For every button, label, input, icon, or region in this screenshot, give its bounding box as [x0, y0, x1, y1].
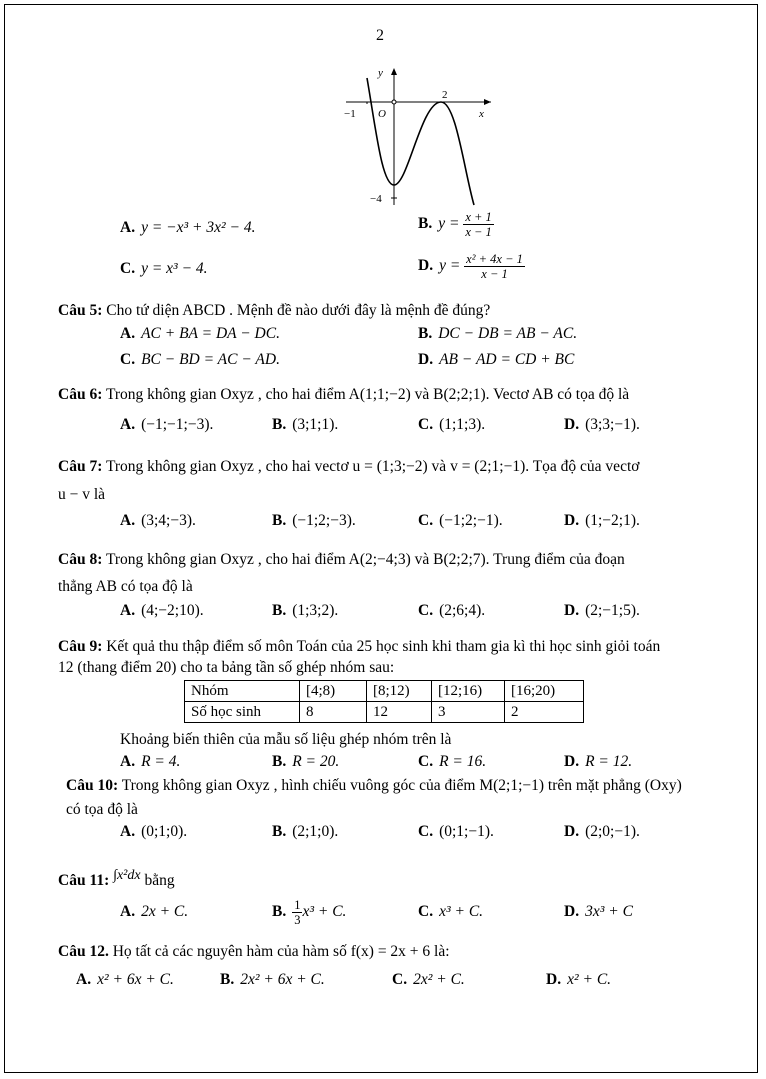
q8-option-d[interactable]: D. (2;−1;5).: [564, 602, 640, 619]
table-cell: [8;12): [367, 681, 432, 702]
graph-origin-label: O: [378, 108, 386, 120]
frequency-table: [184, 680, 584, 723]
graph-neg-four-label: −4: [370, 193, 382, 205]
q6-option-b[interactable]: B. (3;1;1).: [272, 416, 339, 433]
q9-option-b[interactable]: B. R = 20.: [272, 753, 340, 770]
q9-option-a[interactable]: A. R = 4.: [120, 753, 181, 770]
q12-stem: Câu 12. Họ tất cả các nguyên hàm của hàm số f(x) = 2x + 6 là:: [58, 943, 450, 960]
q8-option-c[interactable]: C. (2;6;4).: [418, 602, 486, 619]
table-cell: 2: [505, 702, 584, 723]
q9-stem-continued: 12 (thang điểm 20) cho ta bảng tần số ghép nhóm sau:: [58, 659, 395, 676]
q9-option-d[interactable]: D. R = 12.: [564, 753, 633, 770]
graph-y-label: y: [378, 67, 383, 79]
q4-option-b[interactable]: B. y = $\frac{x + 1}{x - 1}$: [418, 210, 492, 239]
table-header-row: [185, 681, 584, 702]
q6-option-d[interactable]: D. (3;3;−1).: [564, 416, 640, 433]
q5-option-d[interactable]: D. AB − AD = CD + BC: [418, 351, 575, 368]
table-cell: 8: [300, 702, 367, 723]
q7-option-a[interactable]: A. (3;4;−3).: [120, 512, 196, 529]
q5-option-a[interactable]: A. AC + BA = DA − DC.: [120, 325, 280, 342]
table-cell: 3: [432, 702, 505, 723]
q4-option-c[interactable]: C. y = x³ − 4.: [120, 260, 208, 277]
q6-stem: Câu 6: Trong không gian Oxyz , cho hai điểm A(1;1;−2) và B(2;2;1). Vectơ AB có tọa độ là: [58, 386, 630, 403]
q9-prompt: Khoảng biến thiên của mẫu số liệu ghép nhóm trên là: [120, 731, 452, 748]
table-row: [185, 702, 584, 723]
q11-option-b[interactable]: B. $\frac{1}{3}$ x³ + C.: [272, 898, 347, 927]
graph-two-label: 2: [442, 89, 448, 101]
q9-stem: Câu 9: Kết quả thu thập điểm số môn Toán của 25 học sinh khi tham gia kì thi học sinh giỏi toán: [58, 638, 661, 655]
table-cell: Nhóm: [185, 681, 300, 702]
integral-expression: ∫x²dx: [113, 868, 141, 883]
q11-option-d[interactable]: D. 3x³ + C: [564, 903, 633, 920]
q10-option-c[interactable]: C. (0;1;−1).: [418, 823, 494, 840]
q7-option-c[interactable]: C. (−1;2;−1).: [418, 512, 503, 529]
table-cell: [16;20): [505, 681, 584, 702]
q12-option-a[interactable]: A. x² + 6x + C.: [76, 971, 174, 988]
q10-option-d[interactable]: D. (2;0;−1).: [564, 823, 640, 840]
q9-option-c[interactable]: C. R = 16.: [418, 753, 487, 770]
q5-stem: Câu 5: Cho tứ diện ABCD . Mệnh đề nào dưới đây là mệnh đề đúng?: [58, 302, 491, 319]
q12-option-d[interactable]: D. x² + C.: [546, 971, 612, 988]
q8-option-b[interactable]: B. (1;3;2).: [272, 602, 339, 619]
q7-option-b[interactable]: B. (−1;2;−3).: [272, 512, 356, 529]
q4-option-d[interactable]: D. y = $\frac{\text{x² + 4x − 1}}{x - 1}$: [418, 252, 523, 281]
q4-option-a[interactable]: A. y = −x³ + 3x² − 4.: [120, 219, 256, 236]
q7-stem: Câu 7: Trong không gian Oxyz , cho hai vectơ u = (1;3;−2) và v = (2;1;−1). Tọa độ của vectơ: [58, 458, 640, 475]
q10-stem-continued: có tọa độ là: [66, 801, 138, 818]
table-cell: [12;16): [432, 681, 505, 702]
cubic-graph: [336, 60, 506, 210]
q11-option-a[interactable]: A. 2x + C.: [120, 903, 189, 920]
q11-stem: Câu 11: ∫x²dx bằng: [58, 868, 175, 889]
q5-option-c[interactable]: C. BC − BD = AC − AD.: [120, 351, 280, 368]
q10-option-a[interactable]: A. (0;1;0).: [120, 823, 188, 840]
q10-stem: Câu 10: Trong không gian Oxyz , hình chiếu vuông góc của điểm M(2;1;−1) trên mặt phẳng (Oxy): [66, 777, 682, 794]
q8-option-a[interactable]: A. (4;−2;10).: [120, 602, 204, 619]
q6-option-a[interactable]: A. (−1;−1;−3).: [120, 416, 214, 433]
q8-stem-continued: thẳng AB có tọa độ là: [58, 578, 193, 595]
q7-option-d[interactable]: D. (1;−2;1).: [564, 512, 640, 529]
graph-neg-one-label: −1: [344, 108, 356, 120]
q10-option-b[interactable]: B. (2;1;0).: [272, 823, 339, 840]
page-number: 2: [376, 27, 384, 44]
graph-x-label: x: [479, 108, 484, 120]
q8-stem: Câu 8: Trong không gian Oxyz , cho hai điểm A(2;−4;3) và B(2;2;7). Trung điểm của đoạn: [58, 551, 625, 568]
q6-option-c[interactable]: C. (1;1;3).: [418, 416, 486, 433]
q7-stem-continued: u − v là: [58, 486, 106, 503]
q12-option-c[interactable]: C. 2x² + C.: [392, 971, 465, 988]
q11-option-c[interactable]: C. x³ + C.: [418, 903, 484, 920]
table-cell: Số học sinh: [185, 702, 300, 723]
table-cell: [4;8): [300, 681, 367, 702]
table-cell: 12: [367, 702, 432, 723]
q5-option-b[interactable]: B. DC − DB = AB − AC.: [418, 325, 578, 342]
q12-option-b[interactable]: B. 2x² + 6x + C.: [220, 971, 325, 988]
